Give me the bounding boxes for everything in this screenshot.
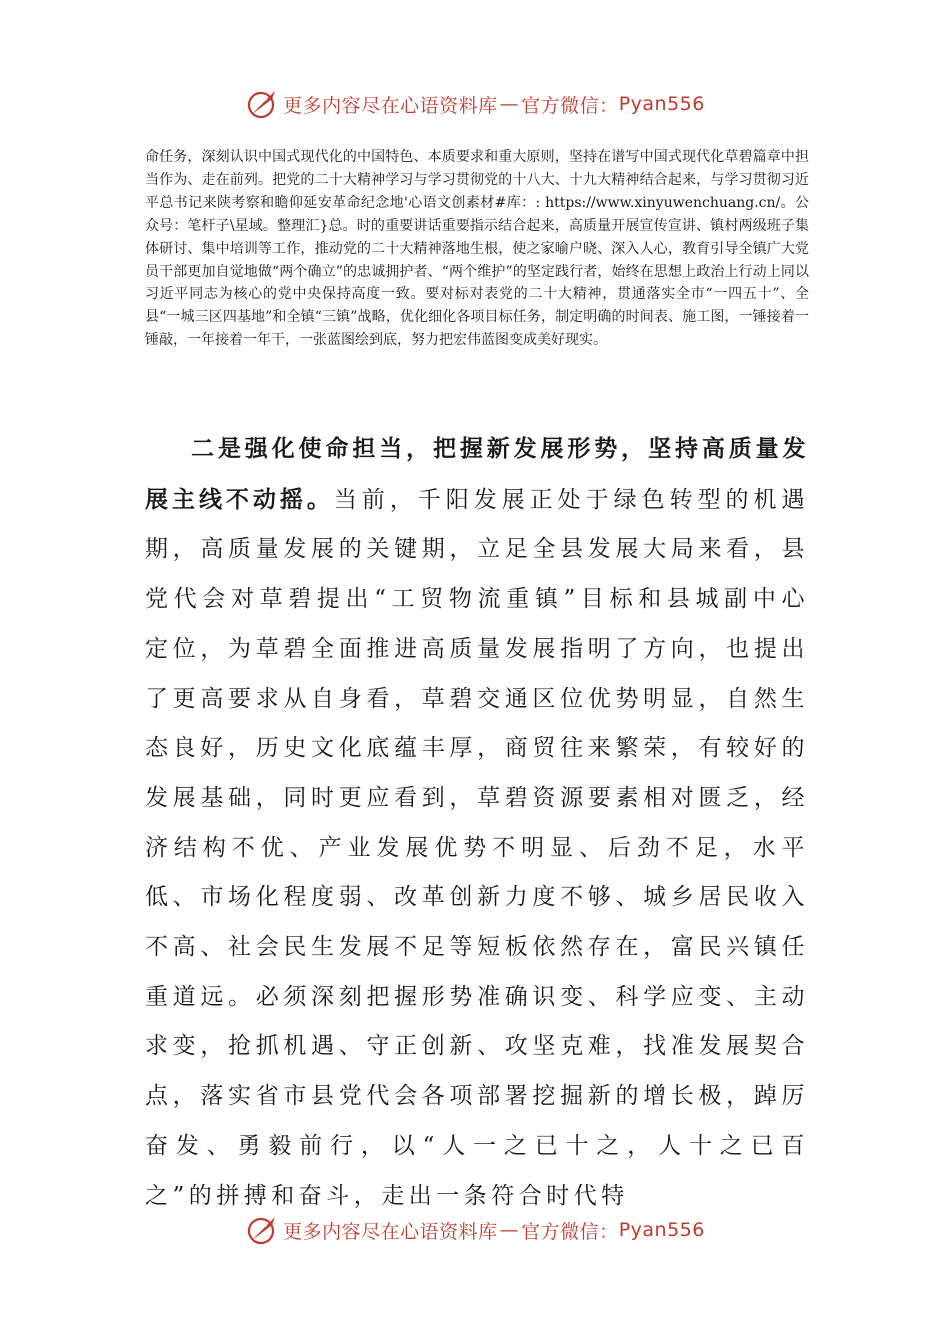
banner-title: 更多内容尽在心语资料库 — [283, 1220, 498, 1243]
header-watermark-banner — [0, 84, 950, 124]
banner-separator: — — [499, 93, 520, 115]
banner-wechat-id: Pyan556 — [618, 93, 705, 115]
main-block — [145, 424, 809, 1221]
quill-seal-icon — [245, 1213, 279, 1247]
banner-wechat-id: Pyan556 — [618, 1219, 705, 1241]
quill-seal-icon — [245, 87, 279, 121]
banner-label: 官方微信： — [521, 94, 619, 117]
continuation-block — [145, 146, 809, 352]
continuation-paragraph: 命任务，深刻认识中国式现代化的中国特色、本质要求和重大原则，坚持在谱写中国式现代化草碧篇章中担当作为、走在前列。把党的二十大精神学习与学习贯彻党的十八大、十九大精神结合起来，与学习贯彻习近平总书记来陕考察和瞻仰延安革命纪念地'心语文创素材#库：: https://www.xinyuwenchuang.cn/。公众号：笔杆子\星域。整理汇}总。时的重要讲话重要指示结合起来，高质量开展宣传宣讲、镇村两级班子集体研讨、集中培训等工作，推动党的二十大精神落地生根，使之家喻户晓、深入人心，教育引导全镇广大党员干部更加自觉地做“两个确立”的忠诚拥护者、“两个维护”的坚定践行者，始终在思想上政治上行动上同以习近平同志为核心的党中央保持高度一致。要对标对表党的二十大精神，贯通落实全市“一四五十”、全县“一城三区四基地”和全镇“三镇”战略，优化细化各项目标任务，制定明确的时间表、施工图，一锤接着一锤敲，一年接着一年干，一张蓝图绘到底，努力把宏伟蓝图变成美好现实。 — [145, 149, 809, 349]
section-heading: 二是强化使命担当，把握新发展形势，坚持高质量发展主线不动摇。 — [145, 435, 809, 513]
banner-title: 更多内容尽在心语资料库 — [283, 94, 498, 117]
banner-separator: — — [499, 1219, 520, 1241]
footer-watermark-banner — [0, 1210, 950, 1250]
section-paragraph — [145, 424, 809, 1221]
section-body: 当前，千阳发展正处于绿色转型的机遇期，高质量发展的关键期，立足全县发展大局来看，县党代会对草碧提出“工贸物流重镇”目标和县城副中心定位，为草碧全面推进高质量发展指明了方向，也提出了更高要求从自身看，草碧交通区位优势明显，自然生态良好，历史文化底蕴丰厚，商贸往来繁荣，有较好的发展基础，同时更应看到，草碧资源要素相对匮乏，经济结构不优、产业发展优势不明显、后劲不足，水平低、市场化程度弱、改革创新力度不够、城乡居民收入不高、社会民生发展不足等短板依然存在，富民兴镇任重道远。必须深刻把握形势准确识变、科学应变、主动求变，抢抓机遇、守正创新、攻坚克难，找准发展契合点，落实省市县党代会各项部署挖掘新的增长极，踔厉奋发、勇毅前行，以“人一之已十之，人十之已百之”的拼搏和奋斗，走出一条符合时代特 — [145, 486, 810, 1209]
banner-label: 官方微信： — [521, 1220, 619, 1243]
